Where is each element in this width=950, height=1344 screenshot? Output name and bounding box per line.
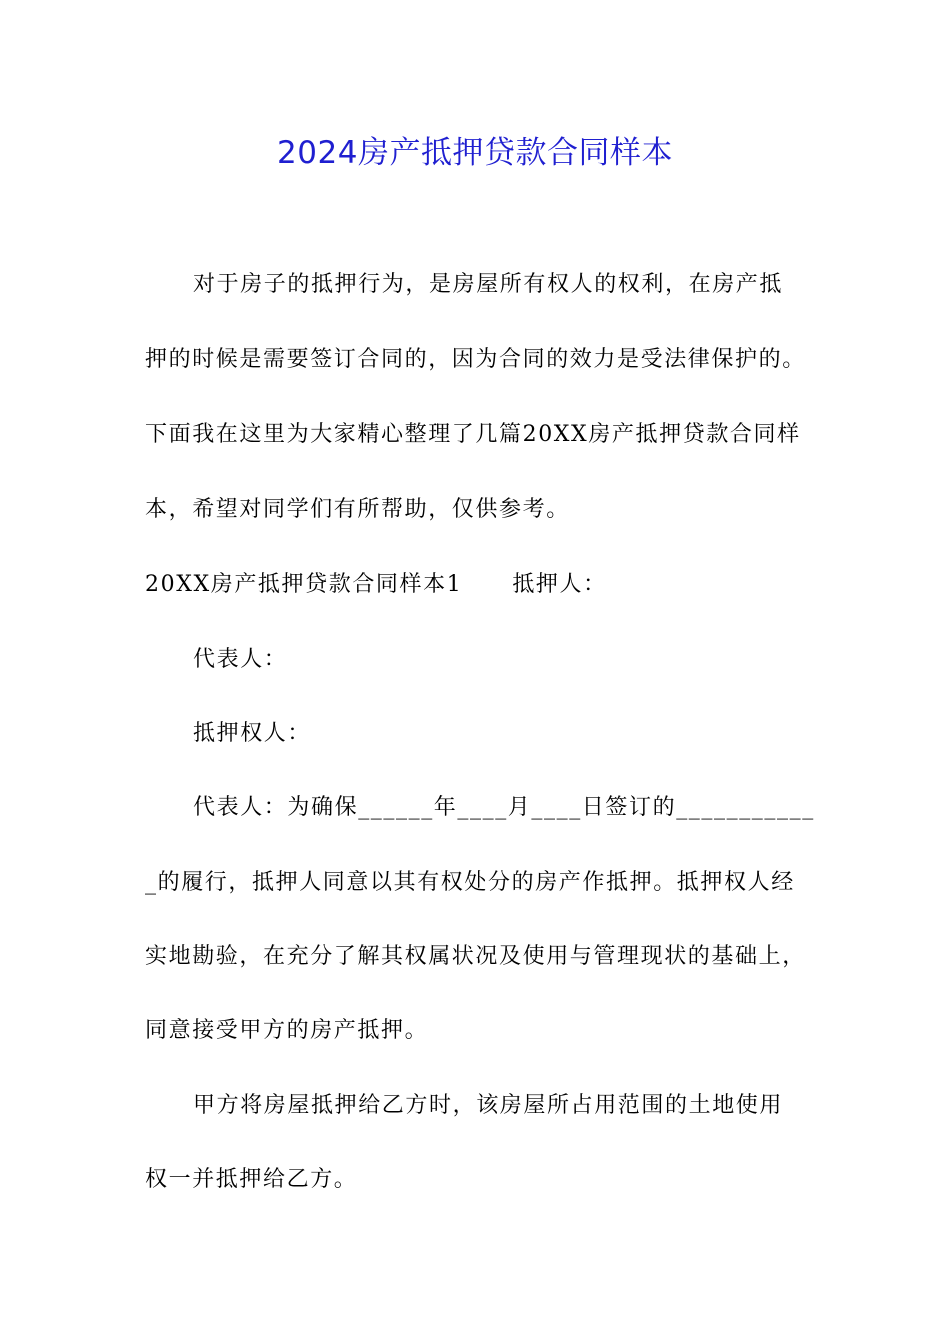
paragraph-line: 本，希望对同学们有所帮助，仅供参考。 (145, 497, 570, 522)
paragraph-line: 实地勘验，在充分了解其权属状况及使用与管理现状的基础上， (145, 944, 806, 969)
paragraph-line: 甲方将房屋抵押给乙方时，该房屋所占用范围的土地使用 (193, 1093, 784, 1118)
sample-heading: 20XX房产抵押贷款合同样本1 (145, 572, 463, 597)
pledgor-label: 抵押人： (512, 572, 607, 597)
pledgee-label: 抵押权人： (193, 721, 312, 746)
paragraph-line: 同意接受甲方的房产抵押。 (145, 1018, 429, 1043)
paragraph-line: _的履行，抵押人同意以其有权处分的房产作抵押。抵押权人经 (145, 870, 795, 895)
paragraph-line: 对于房子的抵押行为，是房屋所有权人的权利，在房产抵 (193, 272, 784, 297)
paragraph-line: 代表人：为确保______年____月____日签订的___________ (193, 795, 815, 820)
paragraph-line: 下面我在这里为大家精心整理了几篇20XX房产抵押贷款合同样 (145, 422, 801, 447)
paragraph-line: 权一并抵押给乙方。 (145, 1167, 358, 1192)
sample-heading-line (145, 565, 825, 605)
document-title: 2024房产抵押贷款合同样本 (277, 135, 673, 171)
paragraph-line: 押的时候是需要签订合同的，因为合同的效力是受法律保护的。 (145, 347, 806, 372)
representative-label: 代表人： (193, 647, 288, 672)
